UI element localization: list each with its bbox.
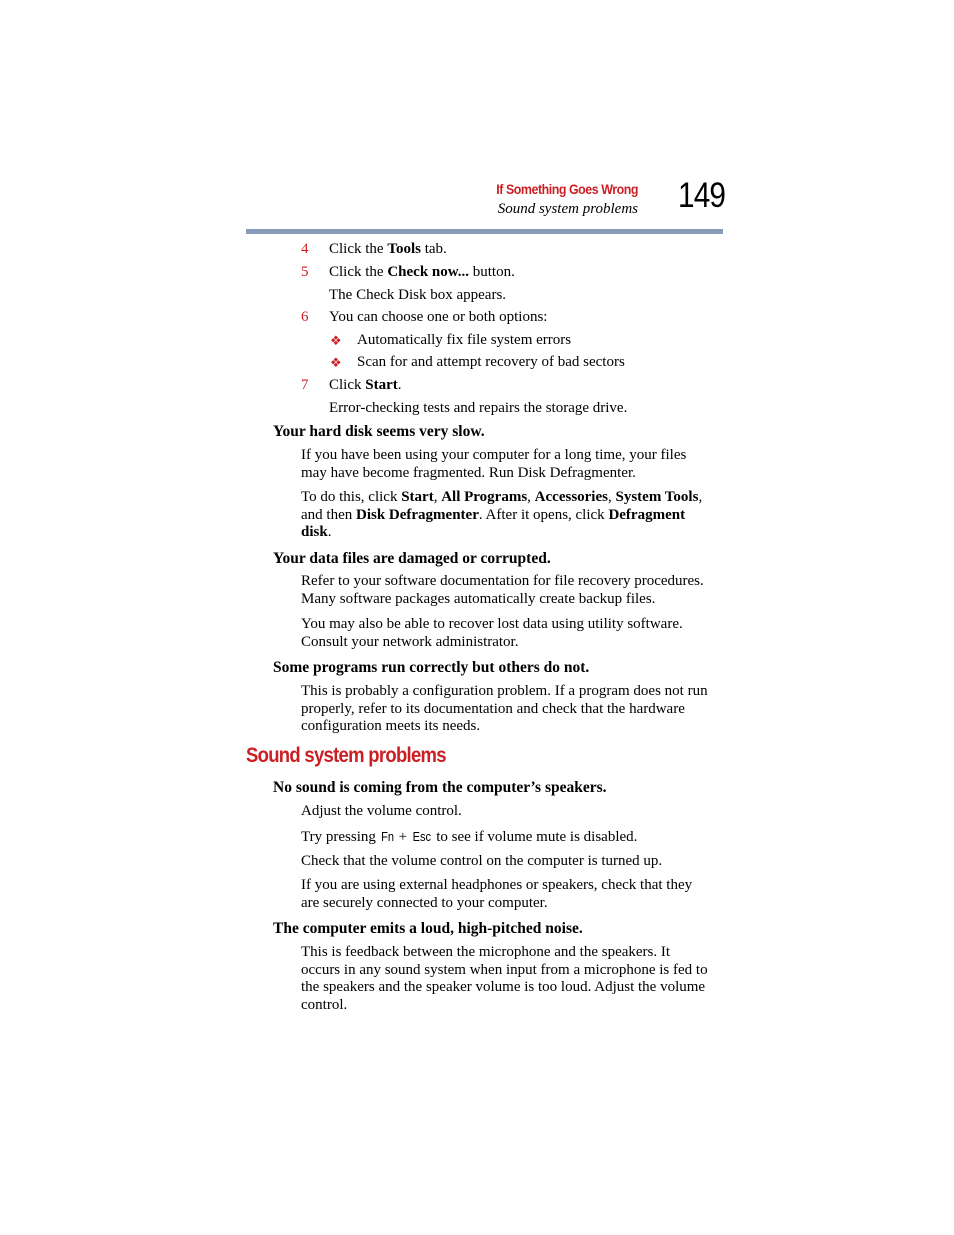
step-number-5: 5 [301, 264, 309, 280]
step-7-note: Error-checking tests and repairs the storage drive. [329, 400, 628, 416]
step-5-note: The Check Disk box appears. [329, 287, 507, 303]
paragraph: You may also be able to recover lost data using utility software. Consult your network administrator. [301, 616, 683, 650]
problem-heading: Your hard disk seems very slow. [273, 423, 485, 440]
step-number-4: 4 [301, 241, 309, 257]
step-5-text: Click the Check now... button. [329, 264, 515, 280]
header-chapter-title: If Something Goes Wrong [496, 182, 638, 197]
step-number-7: 7 [301, 377, 309, 393]
paragraph: If you have been using your computer for a long time, your files may have become fragmented. Run Disk Defragmenter. [301, 447, 687, 481]
paragraph: To do this, click Start, All Programs, Accessories, System Tools, and then Disk Defragmenter. After it opens, click Defragment disk. [301, 489, 703, 540]
problem-heading: Some programs run correctly but others do not. [273, 659, 590, 676]
fn-key: Fn [380, 829, 394, 844]
paragraph: This is feedback between the microphone and the speakers. It occurs in any sound system when input from a microphone is fed to the speakers and the speaker volume is too loud. Adjust the volume control. [301, 944, 708, 1013]
esc-key: Esc [412, 829, 431, 844]
problem-heading: Your data files are damaged or corrupted. [273, 550, 551, 567]
step-number-6: 6 [301, 309, 309, 325]
bullet-icon: ❖ [330, 333, 342, 348]
header-section-title: Sound system problems [497, 201, 638, 217]
page-number: 149 [678, 176, 726, 215]
problem-heading: No sound is coming from the computer’s speakers. [273, 779, 607, 796]
paragraph: If you are using external headphones or speakers, check that they are securely connected to your computer. [301, 877, 693, 911]
option-item: Automatically fix file system errors [357, 332, 572, 348]
step-7-text: Click Start. [329, 377, 402, 393]
step-4-text: Click the Tools tab. [329, 241, 447, 257]
header-rule [246, 229, 723, 234]
paragraph: Refer to your software documentation for file recovery procedures. Many software packages automatically create backup files. [301, 573, 704, 607]
section-heading: Sound system problems [246, 744, 446, 767]
option-item: Scan for and attempt recovery of bad sectors [357, 354, 625, 370]
problem-heading: The computer emits a loud, high-pitched noise. [273, 920, 583, 937]
paragraph: Adjust the volume control. [301, 803, 462, 819]
paragraph: Try pressing Fn + Esc to see if volume mute is disabled. [301, 829, 638, 845]
bullet-icon: ❖ [330, 355, 342, 370]
paragraph: Check that the volume control on the computer is turned up. [301, 853, 663, 869]
paragraph: This is probably a configuration problem. If a program does not run properly, refer to its documentation and check that the hardware configuration meets its needs. [301, 683, 708, 734]
step-6-text: You can choose one or both options: [329, 309, 548, 325]
